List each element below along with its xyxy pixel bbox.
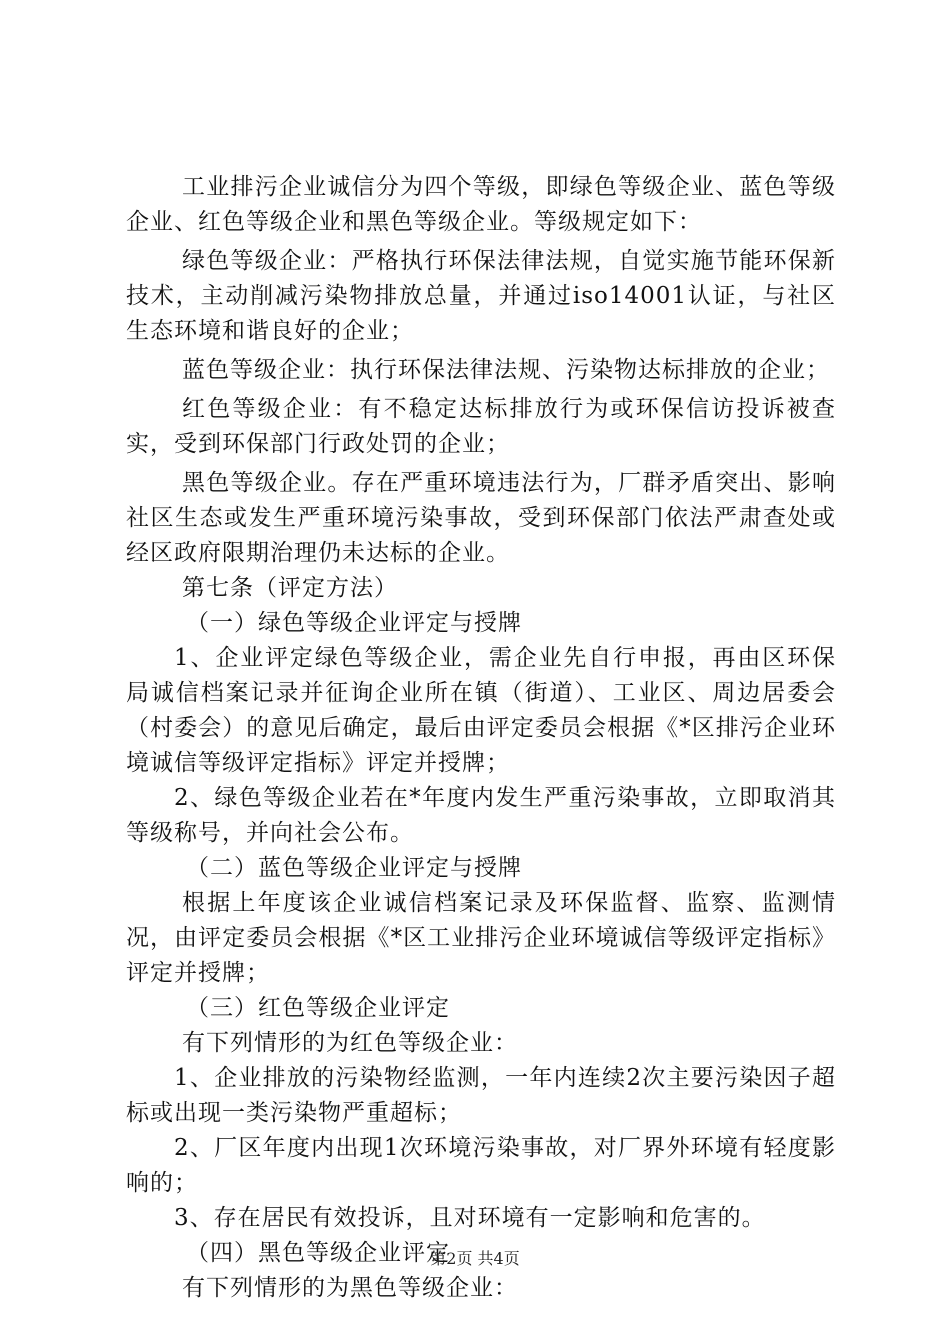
red-item-2: 2、厂区年度内出现1次环境污染事故，对厂界外环境有轻度影响的；: [126, 1135, 836, 1196]
paragraph-red-grade: 红色等级企业：有不稳定达标排放行为或环保信访投诉被查实，受到环保部门行政处罚的企业；: [126, 396, 836, 457]
green-item-1: 1、企业评定绿色等级企业，需企业先自行申报，再由区环保局诚信档案记录并征询企业所在镇（街道）、工业区、周边居委会（村委会）的意见后确定，最后由评定委员会根据《*区排污企业环境诚信等级评定指标》评定并授牌；: [126, 645, 836, 776]
section-three-heading: （三）红色等级企业评定: [186, 995, 450, 1021]
green-item-2: 2、绿色等级企业若在*年度内发生严重污染事故，立即取消其等级称号，并向社会公布。: [126, 785, 836, 846]
blue-grade-procedure: 根据上年度该企业诚信档案记录及环保监督、监察、监测情况，由评定委员会根据《*区工业排污企业环境诚信等级评定指标》评定并授牌；: [126, 890, 836, 986]
article-seven-heading: 第七条（评定方法）: [182, 575, 398, 601]
red-item-1: 1、企业排放的污染物经监测，一年内连续2次主要污染因子超标或出现一类污染物严重超标；: [126, 1065, 836, 1126]
section-two-heading: （二）蓝色等级企业评定与授牌: [186, 855, 522, 881]
page-number-footer: 第2页 共4页: [430, 1249, 520, 1268]
paragraph-blue-grade: 蓝色等级企业：执行环保法律法规、污染物达标排放的企业；: [182, 357, 830, 383]
paragraph-grade-intro: 工业排污企业诚信分为四个等级，即绿色等级企业、蓝色等级企业、红色等级企业和黑色等级企业。等级规定如下：: [126, 174, 836, 235]
black-grade-intro: 有下列情形的为黑色等级企业：: [182, 1275, 518, 1301]
section-one-heading: （一）绿色等级企业评定与授牌: [186, 610, 522, 636]
red-item-3: 3、存在居民有效投诉，且对环境有一定影响和危害的。: [174, 1205, 766, 1231]
document-body: [126, 170, 836, 1306]
red-grade-intro: 有下列情形的为红色等级企业：: [182, 1030, 518, 1056]
paragraph-green-grade: 绿色等级企业：严格执行环保法律法规，自觉实施节能环保新技术，主动削减污染物排放总量，并通过iso14001认证，与社区生态环境和谐良好的企业；: [126, 248, 836, 344]
paragraph-black-grade: 黑色等级企业。存在严重环境违法行为，厂群矛盾突出、影响社区生态或发生严重环境污染事故，受到环保部门依法严肃查处或经区政府限期治理仍未达标的企业。: [126, 470, 836, 566]
section-four-heading: （四）黑色等级企业评定: [186, 1240, 450, 1266]
